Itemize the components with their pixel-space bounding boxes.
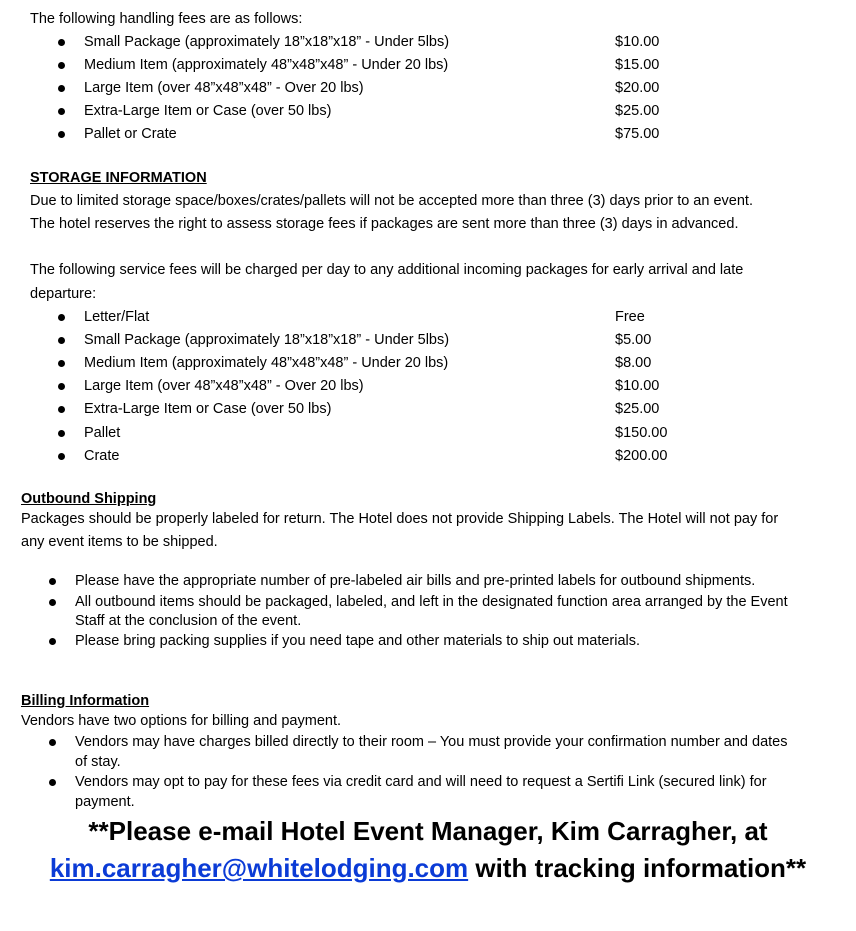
fee-price: $75.00 xyxy=(615,126,660,142)
contact-callout-line1: **Please e-mail Hotel Event Manager, Kim Carragher, at xyxy=(88,816,768,846)
storage-heading: STORAGE INFORMATION xyxy=(30,170,207,186)
storage-text-2: The hotel reserves the right to assess storage fees if packages are sent more than three (3) days in advanced. xyxy=(30,216,739,232)
service-fee-intro: The following service fees will be charged per day to any additional incoming packages for early arrival and late xyxy=(30,262,744,278)
fee-label: Crate xyxy=(84,448,120,464)
outbound-bullet-text-cont: Staff at the conclusion of the event. xyxy=(75,613,302,629)
handling-intro: The following handling fees are as follows: xyxy=(30,11,303,27)
fee-price: Free xyxy=(615,309,645,325)
fee-price: $25.00 xyxy=(615,401,660,417)
fee-price: $5.00 xyxy=(615,332,652,348)
outbound-bullet-text: Please have the appropriate number of pre-labeled air bills and pre-printed labels for outbound shipments. xyxy=(75,573,756,589)
bullet-icon xyxy=(49,599,56,606)
bullet-icon xyxy=(58,39,65,46)
fee-price: $15.00 xyxy=(615,57,660,73)
fee-label: Pallet xyxy=(84,425,121,441)
outbound-heading: Outbound Shipping xyxy=(21,491,157,507)
fee-price: $8.00 xyxy=(615,355,652,371)
billing-bullet-text: Vendors may have charges billed directly to their room – You must provide your confirmation number and dates xyxy=(75,734,788,750)
bullet-icon xyxy=(58,108,65,115)
bullet-icon xyxy=(58,131,65,138)
fee-label: Extra-Large Item or Case (over 50 lbs) xyxy=(84,103,332,119)
bullet-icon xyxy=(49,578,56,585)
contact-callout-suffix: with tracking information** xyxy=(468,853,807,883)
fee-price: $20.00 xyxy=(615,80,660,96)
bullet-icon xyxy=(58,85,65,92)
bullet-icon xyxy=(58,430,65,437)
billing-bullet-text: Vendors may opt to pay for these fees via credit card and will need to request a Sertifi Link (secured link) for xyxy=(75,774,767,790)
billing-bullet-text-cont: of stay. xyxy=(75,754,121,770)
fee-price: $150.00 xyxy=(615,425,668,441)
billing-intro: Vendors have two options for billing and payment. xyxy=(21,713,342,729)
fee-label: Pallet or Crate xyxy=(84,126,177,142)
bullet-icon xyxy=(58,314,65,321)
bullet-icon xyxy=(49,638,56,645)
outbound-bullet-text: Please bring packing supplies if you need tape and other materials to ship out materials. xyxy=(75,633,641,649)
bullet-icon xyxy=(58,383,65,390)
bullet-icon xyxy=(58,406,65,413)
fee-price: $10.00 xyxy=(615,34,660,50)
bullet-icon xyxy=(58,360,65,367)
fee-price: $200.00 xyxy=(615,448,668,464)
bullet-icon xyxy=(49,779,56,786)
bullet-icon xyxy=(58,337,65,344)
bullet-icon xyxy=(58,62,65,69)
fee-price: $10.00 xyxy=(615,378,660,394)
fee-label: Large Item (over 48”x48”x48” - Over 20 lbs) xyxy=(84,378,364,394)
contact-callout-line2 xyxy=(0,851,856,885)
storage-text-1: Due to limited storage space/boxes/crates/pallets will not be accepted more than three (3) days prior to an event. xyxy=(30,193,753,209)
email-link[interactable]: kim.carragher@whitelodging.com xyxy=(49,853,469,883)
outbound-bullet-text: All outbound items should be packaged, labeled, and left in the designated function area arranged by the Event xyxy=(75,594,788,610)
fee-price: $25.00 xyxy=(615,103,660,119)
outbound-text-1: Packages should be properly labeled for return. The Hotel does not provide Shipping Labels. The Hotel will not pay for xyxy=(21,511,779,527)
fee-label: Small Package (approximately 18”x18”x18” - Under 5lbs) xyxy=(84,34,450,50)
fee-label: Extra-Large Item or Case (over 50 lbs) xyxy=(84,401,332,417)
bullet-icon xyxy=(58,453,65,460)
fee-label: Large Item (over 48”x48”x48” - Over 20 lbs) xyxy=(84,80,364,96)
billing-heading: Billing Information xyxy=(21,693,150,709)
fee-label: Medium Item (approximately 48”x48”x48” - Under 20 lbs) xyxy=(84,57,449,73)
fee-label: Letter/Flat xyxy=(84,309,150,325)
billing-bullet-text-cont: payment. xyxy=(75,794,135,810)
fee-label: Medium Item (approximately 48”x48”x48” - Under 20 lbs) xyxy=(84,355,449,371)
service-fee-intro-cont: departure: xyxy=(30,286,97,302)
fee-label: Small Package (approximately 18”x18”x18” - Under 5lbs) xyxy=(84,332,450,348)
outbound-text-2: any event items to be shipped. xyxy=(21,534,218,550)
bullet-icon xyxy=(49,739,56,746)
